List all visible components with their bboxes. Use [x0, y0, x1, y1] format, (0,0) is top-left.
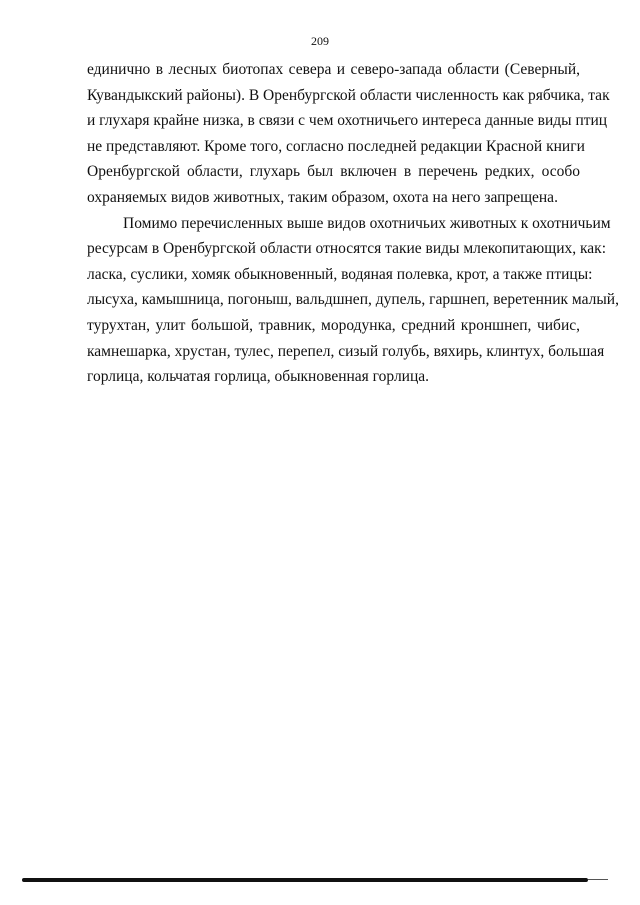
text-line: лысуха, камышница, погоныш, вальдшнеп, дупель, гаршнеп, веретенник малый,	[87, 291, 619, 309]
text-line: единично в лесных биотопах севера и северо-запада области (Северный,	[87, 61, 580, 78]
text-line: горлица, кольчатая горлица, обыкновенная горлица.	[87, 368, 430, 386]
bottom-scan-rule-tail	[588, 879, 608, 880]
bottom-scan-rule	[22, 878, 588, 882]
paragraph-2	[87, 211, 619, 390]
text-line: и глухаря крайне низка, в связи с чем охотничьего интереса данные виды птиц	[87, 112, 608, 130]
text-line: Помимо перечисленных выше видов охотничьих животных к охотничьим	[123, 214, 611, 232]
text-line: Кувандыкский районы). В Оренбургской области численность как рябчика, так	[87, 86, 610, 104]
text-line: ресурсам в Оренбургской области относятся такие виды млекопитающих, как:	[87, 240, 607, 258]
text-line: охраняемых видов животных, таким образом, охота на него запрещена.	[87, 188, 558, 206]
text-line: турухтан, улит большой, травник, мородунка, средний кроншнеп, чибис,	[87, 316, 580, 334]
paragraph-1	[87, 57, 610, 211]
text-line: Оренбургской области, глухарь был включен в перечень редких, особо	[87, 163, 580, 181]
text-line: ласка, суслики, хомяк обыкновенный, водяная полевка, крот, а также птицы:	[87, 265, 593, 283]
text-line: камнешарка, хрустан, тулес, перепел, сизый голубь, вяхирь, клинтух, большая	[87, 342, 605, 360]
text-line: не представляют. Кроме того, согласно последней редакции Красной книги	[87, 137, 585, 155]
page-number: 209	[311, 34, 329, 48]
document-body	[87, 57, 619, 390]
